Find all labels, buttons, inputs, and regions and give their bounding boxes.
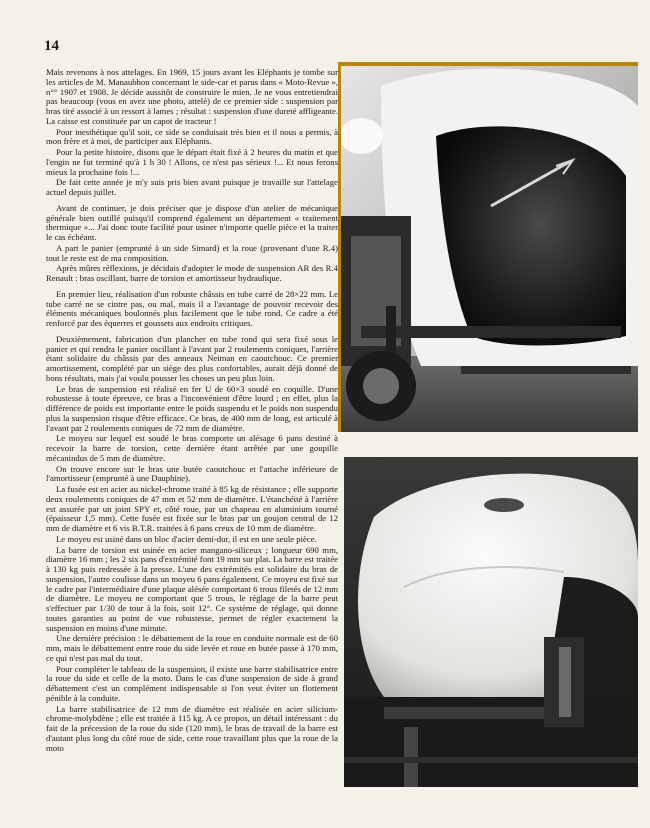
paragraph: Le moyeu sur lequel est soudé le bras comporte un alésage 6 pans destiné à recevoir la barre de torsion, cette dernière étant arrêtée par une goupille mécanindus de 5 mm de diamètre. (46, 433, 338, 463)
paragraph: Deuxièmement, fabrication d'un plancher en tube rond qui sera fixé sous le panier et qui rendra le panier oscillant à l'avant par 2 roulements coniques, l'arrière étant solidaire du châssis par des anneaux Neiman en caoutchouc. Ce premier amortissement, complété par un siège des plus confortables, aurait déjà donné de bons résultats, mais j'ai voulu pousser les choses un peu plus loin. (46, 333, 338, 383)
paragraph: Avant de continuer, je dois préciser que je dispose d'un atelier de mécanique générale bien outillé puisqu'il comprend également un département « traitement thermique »... J'ai donc toute facilité pour usiner n'importe quelle pièce et la traiter le cas échéant. (46, 202, 338, 242)
paragraph: Le moyeu est usiné dans un bloc d'acier demi-dur, il est en une seule pièce. (56, 533, 317, 544)
page-number: 14 (44, 38, 59, 54)
paragraph: A part le panier (emprunté à un side Simard) et la roue (provenant d'une R.4) tout le reste est de ma composition. (46, 242, 338, 263)
paragraph: Une dernière précision : le débattement de la roue en conduite normale est de 60 mm, mais le débattement entre roue du side levée et roue en butée passe à 170 mm, ce qui n'est pas mal du tout. (46, 633, 338, 663)
paragraph: La barre stabilisatrice de 12 mm de diamètre est réalisée en acier silicium-chrome-molybdène ; elle est traitée à 115 kg. A ce propos, un détail intéressant : du fait de la précession de la roue du side (120 mm), le bras de travail de la barre est d'autant plus long du côté roue de side, cette roue travaillant plus que la roue de la moto (46, 703, 338, 753)
sidecar-front-photo (341, 66, 638, 432)
sidecar-rear-photo (344, 457, 638, 787)
paragraph: En premier lieu, réalisation d'un robuste châssis en tube carré de 28×22 mm. Le tube carré ne se cintre pas, ou mal, mais il a l'avantage de pouvoir recevoir des éléments mécaniques boulonnés plus facilement que le tube rond. Ce cadre a été renforcé par des équerres et goussets aux endroits critiques. (46, 288, 338, 328)
paragraph: De fait cette année je m'y suis pris bien avant puisque je travaille sur l'attelage actuel depuis juillet. (46, 177, 338, 197)
paragraph: La barre de torsion est usinée en acier mangano-siliceux ; longueur 690 mm, diamètre 16 mm ; les 2 six pans d'extrémité font 19 mm sur plat. La barre est traitée à 130 kg puis redressée à la presse. L'une des extrémités est solidaire du bras de suspension, l'autre coulisse dans un moyeu 6 pans également. Ce moyeu est fixé sur le cadre par l'intermédiaire d'une plaque alésée comportant 6 trous filetés de 12 mm de diamètre. Le moyeu ne comportant que 5 trous, le réglage de la barre peut s'effectuer par 1/30 de tour à la fois, soit 12°. Ce système de réglage, qui donne toutes garanties au point de vue robustesse, permet de régler exactement la suspension en moins d'une minute. (46, 544, 338, 633)
paragraph: Pour inesthétique qu'il soit, ce side se conduisait très bien et il nous a permis, à mon frère et à moi, de participer aux Eléphants. (46, 126, 338, 147)
paragraph: La fusée est en acier au nickel-chrome traité à 85 kg de résistance ; elle supporte deux roulements coniques de 47 mm et 52 mm de diamètre. L'étanchéité à l'arrière est assurée par un joint SPY et, côté roue, par un chapeau en aluminium tourné (épaisseur 1,5 mm). Cette fusée est fixée sur le bras par un goujon central de 12 mm de diamètre et 6 vis B.T.R. traitées à 6 pans creux de 10 mm de diamètre. (46, 484, 338, 533)
paragraph: Pour compléter le tableau de la suspension, il existe une barre stabilisatrice entre la roue du side et celle de la moto. Dans le cas d'une suspension de side à grand débattement c'est un complément indispensable si l'on veut éviter un flottement pénible à la conduite. (46, 663, 338, 703)
paragraph: Pour la petite histoire, disons que le départ était fixé à 2 heures du matin et que l'engin ne fut terminé qu'à 1 h 30 ! Allons, ce n'est pas sérieux !... Et nous ferons mieux la prochaine fois !... (46, 147, 338, 177)
paragraph: Mais revenons à nos attelages. En 1969, 15 jours avant les Eléphants je tombe sur les articles de M. Manaubhon concernant le side-car et parus dans « Moto-Revue », n°° 1907 et 1908. Je décide aussitôt de construire le mien. Je ne vous entretiendrai pas beaucoup (vous en avez une photo, attelé) de ce premier side : suspension par bras tiré associé à un ressort à lames ; résultat : suspension d'une dureté affligeante. La caisse est constituée par un capot de tracteur ! (46, 68, 338, 126)
paragraph: On trouve encore sur le bras une butée caoutchouc et l'attache inférieure de l'amortisseur (emprunté à une Dauphine). (46, 463, 338, 484)
paragraph: Le bras de suspension est réalisé en fer U de 60×3 soudé en coquille. D'une robustesse à toute épreuve, ce bras a l'inconvénient d'être lourd ; en effet, plus la différence de poids est importante entre le poids suspendu et le poids non suspendu plus la suspension risque d'être efficace. Ce bras, de 400 mm de long, est articulé à l'avant par 2 roulements coniques de 72 mm de diamètre. (46, 383, 338, 433)
article-column (46, 68, 338, 796)
paragraph: Après mûres réflexions, je décidais d'adopter le mode de suspension AR des R.4 Renault : bras oscillant, barre de torsion et amortisseur hydraulique. (46, 263, 338, 283)
